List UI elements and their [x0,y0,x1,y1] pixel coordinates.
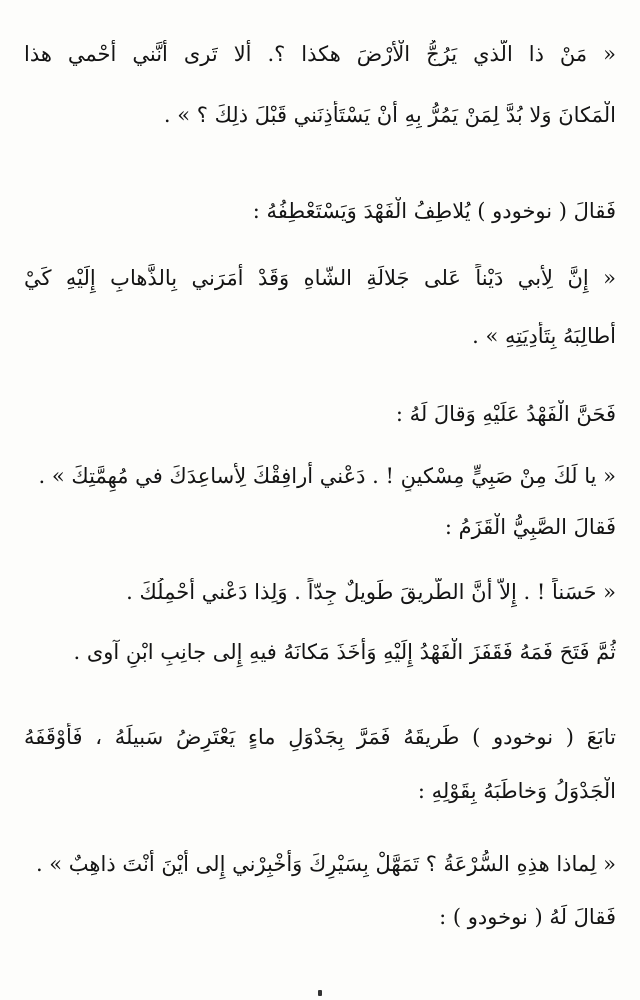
page-number-mark [318,990,322,996]
text-line: « لِماذا هذِهِ السُّرْعَةُ ؟ تَمَهَّلْ بِسَيْرِكَ وَأَخْبِرْني إِلى أَيْنَ أَنْتَ ذاهِبٌ » . [35,852,616,876]
text-line: « مَنْ ذا الَّذي يَرُجُّ الْأَرْضَ هكذا ؟. أَلا تَرى أَنَّني أَحْمي هذا [24,42,616,66]
text-line: فَقالَ لَهُ ( نوخودو ) : [439,905,616,929]
text-line: أُطالِبَهُ بِتَأْدِيَتِهِ » . [472,324,616,348]
text-line: « إِنَّ لِأَبي دَيْناً عَلى جَلالَةِ الشّاهِ وَقَدْ أَمَرَني بِالذَّهابِ إِلَيْهِ كَيْ [24,266,616,290]
text-line: ثُمَّ فَتَحَ فَمَهُ فَقَفَزَ الْفَهْدُ إِلَيْهِ وَأَخَذَ مَكانَهُ فيهِ إِلى جانِبِ ابْنِ آوى . [73,640,616,664]
text-line: « يا لَكَ مِنْ صَبِيٍّ مِسْكينٍ ! . دَعْني أُرافِقْكَ لِأُساعِدَكَ في مُهِمَّتِكَ » . [38,464,616,488]
text-line: فَحَنَّ الْفَهْدُ عَلَيْهِ وَقالَ لَهُ : [395,402,616,426]
text-line: تابَعَ ( نوخودو ) طَريقَهُ فَمَرَّ بِجَدْوَلِ ماءٍ يَعْتَرِضُ سَبيلَهُ ، فَأَوْقَفَهُ [24,725,616,749]
text-line: فَقالَ ( نوخودو ) يُلاطِفُ الْفَهْدَ وَيَسْتَعْطِفُهُ : [252,199,616,223]
text-line: فَقالَ الصَّبِيُّ الْقَزَمُ : [444,515,616,539]
text-line: « حَسَناً ! . إِلاّ أَنَّ الطَّريقَ طَويلٌ جِدّاً . وَلِذا دَعْني أَحْمِلُكَ . [126,580,616,604]
text-line: الْجَدْوَلُ وَخاطَبَهُ بِقَوْلِهِ : [417,779,616,803]
text-line: الْمَكانَ وَلا بُدَّ لِمَنْ يَمُرُّ بِهِ أَنْ يَسْتَأْذِنَني قَبْلَ ذلِكَ ؟ » . [163,103,616,127]
